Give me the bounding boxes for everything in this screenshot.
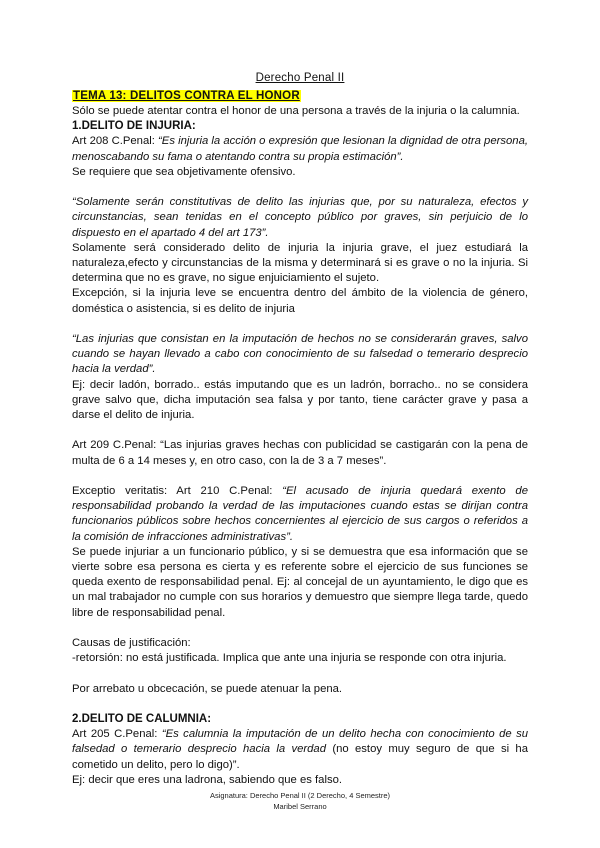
intro-paragraph: Sólo se puede atentar contra el honor de una persona a través de la injuria o la calumnia. (72, 105, 520, 117)
footer-subject: Asignatura: Derecho Penal II (2 Derecho, 4 Semestre) (209, 791, 391, 800)
art205-paragraph (72, 727, 528, 773)
official-paragraph: Se puede injuriar a un funcionario público, y si se demuestra que esa información que se vierte sobre esa persona es cierta y es referente sobre el ejercicio de sus funciones se queda exento de responsabilidad penal. Ej: al concejal de un ayuntamiento, le digo que es un mal trabajador no cumple con sus horarios y demuestro que siempre llega tarde, quedo libre de responsabilidad penal. (72, 545, 528, 619)
footer-author: Maribel Serrano (273, 802, 327, 811)
exception-paragraph: Excepción, si la injuria leve se encuentra dentro del ámbito de la violencia de género, doméstica o asistencia, si es delito de injuria (72, 287, 528, 315)
arrebato-text: Por arrebato u obcecación, se puede atenuar la pena. (72, 682, 343, 695)
graves-quote: “Solamente serán constitutivas de delito las injurias que, por su naturaleza, efectos y circunstancias, sean tenidas en el concepto público por graves, sin perjuicio de lo dispuesto en el apartado 4 del art 173”. (72, 196, 528, 239)
grave-paragraph: Solamente será considerado delito de injuria la injuria grave, el juez estudiará la naturaleza,efecto y circunstancias de la misma y determinará si es grave o no la injuria. Si determina que no es grave, no sigue enjuiciamiento el sujeto. (72, 241, 528, 285)
calumnia-example: Ej: decir que eres una ladrona, sabiendo que es falso. (72, 773, 343, 786)
page-header: Derecho Penal II (255, 72, 345, 84)
art210-prefix: Exceptio veritatis: Art 210 C.Penal: (72, 485, 283, 498)
requirement-text: Se requiere que sea objetivamente ofensivo. (72, 165, 296, 178)
art208-paragraph (72, 134, 528, 164)
retorsion-text: -retorsión: no está justificada. Implica que ante una injuria se responde con otra injuria. (72, 652, 507, 665)
section-heading-injuria: 1.DELITO DE INJURIA: (72, 120, 196, 133)
imputation-quote: “Las injurias que consistan en la imputación de hechos no se considerarán graves, salvo cuando se hayan llevado a cabo con conocimiento de su falsedad o temerario desprecio hacia la verdad”. (72, 333, 528, 376)
section-heading-calumnia: 2.DELITO DE CALUMNIA: (72, 713, 212, 726)
page-footer (0, 790, 600, 812)
art208-prefix: Art 208 C.Penal: (72, 135, 159, 148)
art205-quote: “Es calumnia la imputación de un delito hecha con conocimiento de su falsedad o temerario desprecio hacia la verdad (72, 728, 529, 756)
art210-quote: “El acusado de injuria quedará exento de responsabilidad probando la verdad de las imputaciones cuando estas se dirijan contra funcionarios públicos sobre hechos concernientes al ejercicio de sus cargos o referidos a la comisión de infracciones administrativas”. (72, 485, 528, 543)
art205-prefix: Art 205 C.Penal: (72, 728, 162, 741)
topic-title: TEMA 13: DELITOS CONTRA EL HONOR (73, 90, 300, 102)
art205-suffix: (no estoy muy seguro de que si ha cometido un delito, pero lo digo)”. (72, 743, 528, 771)
justification-heading: Causas de justificación: (72, 637, 191, 650)
example-paragraph: Ej: decir ladón, borrado.. estás imputando que es un ladrón, borracho.. no se considera grave salvo que, dicha imputación sea falsa y por tanto, tiene carácter grave y pasa a darse el delito de injuria. (72, 378, 528, 422)
art209-paragraph: Art 209 C.Penal: “Las injurias graves hechas con publicidad se castigarán con la pena de multa de 6 a 14 meses y, en otro caso, con la de 3 a 7 meses”. (72, 439, 528, 467)
document-page (72, 72, 528, 788)
art210-paragraph (72, 484, 528, 545)
art208-quote: “Es injuria la acción o expresión que lesionan la dignidad de otra persona, menoscabando su fama o atentando contra su propia estimación”. (72, 135, 528, 163)
